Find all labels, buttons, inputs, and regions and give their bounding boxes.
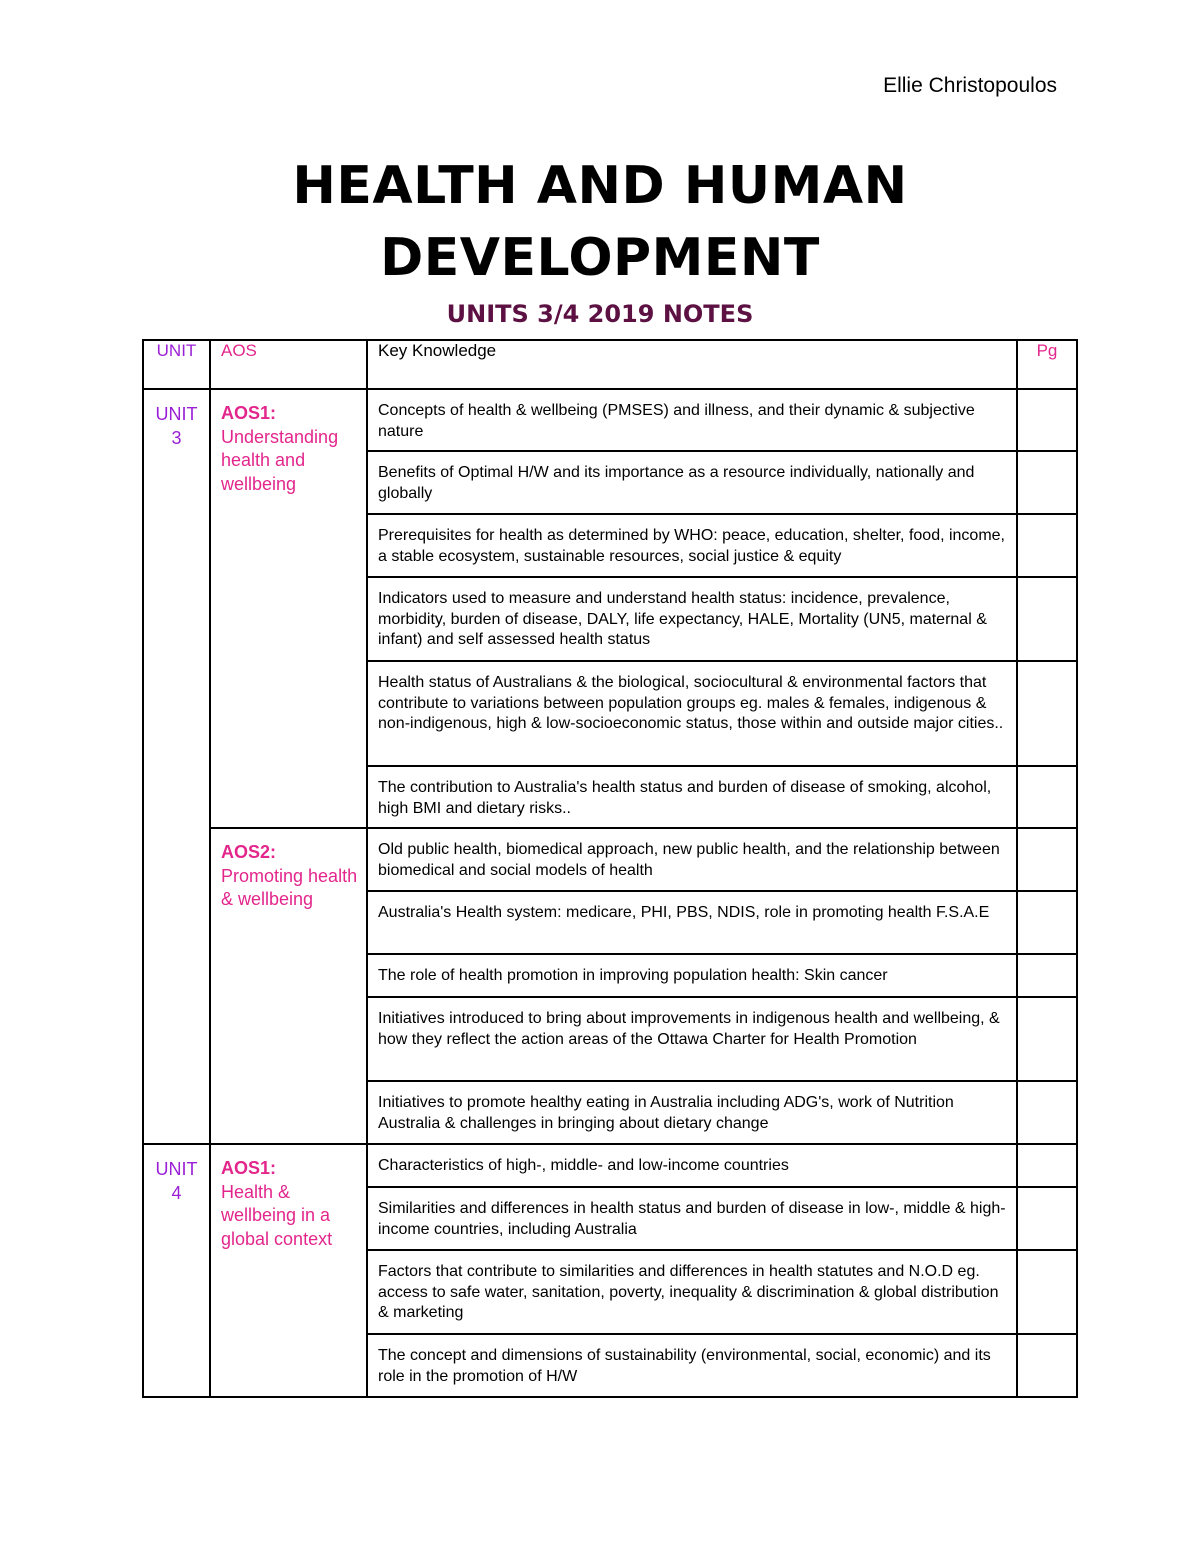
header-key-knowledge: Key Knowledge bbox=[367, 340, 1017, 389]
page-cell bbox=[1017, 954, 1077, 997]
page-cell bbox=[1017, 766, 1077, 828]
page-cell bbox=[1017, 1081, 1077, 1144]
key-knowledge-cell: Initiatives introduced to bring about improvements in indigenous health and wellbeing, & how they reflect the action areas of the Ottawa Charter for Health Promotion bbox=[367, 997, 1017, 1081]
aos-cell bbox=[210, 1144, 367, 1397]
page-cell bbox=[1017, 514, 1077, 577]
header-unit: UNIT bbox=[143, 340, 210, 389]
key-knowledge-cell: Characteristics of high-, middle- and low-income countries bbox=[367, 1144, 1017, 1187]
aos-code: AOS1: bbox=[221, 1158, 277, 1178]
table-row bbox=[143, 828, 1077, 891]
page-cell bbox=[1017, 1334, 1077, 1397]
aos-name: Promoting health & wellbeing bbox=[221, 865, 358, 909]
table-body bbox=[143, 340, 1077, 1397]
key-knowledge-cell: Prerequisites for health as determined by WHO: peace, education, shelter, food, income, a stable ecosystem, sustainable resources, social justice & equity bbox=[367, 514, 1017, 577]
key-knowledge-cell: Health status of Australians & the biological, sociocultural & environmental factors that contribute to variations between population groups eg. males & females, indigenous & non-indigenous, high & low-socioeconomic status, those within and outside major cities.. bbox=[367, 661, 1017, 766]
key-knowledge-cell: Benefits of Optimal H/W and its importance as a resource individually, nationally and globally bbox=[367, 451, 1017, 514]
key-knowledge-cell: The role of health promotion in improving population health: Skin cancer bbox=[367, 954, 1017, 997]
page-cell bbox=[1017, 1144, 1077, 1187]
page-cell bbox=[1017, 891, 1077, 954]
page-cell bbox=[1017, 577, 1077, 661]
table-row bbox=[143, 389, 1077, 451]
title-line-2: DEVELOPMENT bbox=[380, 228, 820, 288]
page-subtitle: UNITS 3/4 2019 NOTES bbox=[446, 300, 754, 328]
unit-cell bbox=[143, 1144, 210, 1397]
page-title bbox=[0, 150, 1200, 294]
page-cell bbox=[1017, 1187, 1077, 1250]
unit-label: UNIT bbox=[155, 404, 198, 424]
title-line-1: HEALTH AND HUMAN bbox=[292, 156, 908, 216]
page-cell bbox=[1017, 661, 1077, 766]
key-knowledge-cell: Factors that contribute to similarities and differences in health statutes and N.O.D eg. access to safe water, sanitation, poverty, inequality & discrimination & global distribution & marketing bbox=[367, 1250, 1017, 1334]
unit-cell bbox=[143, 389, 210, 1144]
aos-name: Understanding health and wellbeing bbox=[221, 426, 339, 494]
aos-name: Health & wellbeing in a global context bbox=[221, 1181, 333, 1249]
unit-number: 4 bbox=[171, 1183, 182, 1203]
page-cell bbox=[1017, 997, 1077, 1081]
key-knowledge-cell: Initiatives to promote healthy eating in Australia including ADG's, work of Nutrition Australia & challenges in bringing about dietary change bbox=[367, 1081, 1017, 1144]
key-knowledge-cell: The contribution to Australia's health status and burden of disease of smoking, alcohol, high BMI and dietary risks.. bbox=[367, 766, 1017, 828]
key-knowledge-cell: Indicators used to measure and understand health status: incidence, prevalence, morbidity, burden of disease, DALY, life expectancy, HALE, Mortality (UN5, maternal & infant) and self assessed health status bbox=[367, 577, 1017, 661]
page-cell bbox=[1017, 451, 1077, 514]
aos-cell bbox=[210, 828, 367, 1144]
study-design-table bbox=[142, 339, 1078, 1398]
header-page: Pg bbox=[1017, 340, 1077, 389]
unit-label: UNIT bbox=[155, 1159, 198, 1179]
table-header-row bbox=[143, 340, 1077, 389]
aos-code: AOS1: bbox=[221, 403, 277, 423]
page-cell bbox=[1017, 1250, 1077, 1334]
unit-number: 3 bbox=[171, 428, 182, 448]
key-knowledge-cell: Old public health, biomedical approach, new public health, and the relationship between biomedical and social models of health bbox=[367, 828, 1017, 891]
aos-code: AOS2: bbox=[221, 842, 277, 862]
key-knowledge-cell: Concepts of health & wellbeing (PMSES) and illness, and their dynamic & subjective nature bbox=[367, 389, 1017, 451]
header-aos: AOS bbox=[210, 340, 367, 389]
page-cell bbox=[1017, 389, 1077, 451]
key-knowledge-cell: Australia's Health system: medicare, PHI, PBS, NDIS, role in promoting health F.S.A.E bbox=[367, 891, 1017, 954]
key-knowledge-cell: The concept and dimensions of sustainability (environmental, social, economic) and its role in the promotion of H/W bbox=[367, 1334, 1017, 1397]
table-row bbox=[143, 1144, 1077, 1187]
key-knowledge-cell: Similarities and differences in health status and burden of disease in low-, middle & high-income countries, including Australia bbox=[367, 1187, 1017, 1250]
page-cell bbox=[1017, 828, 1077, 891]
author-name: Ellie Christopoulos bbox=[883, 74, 1057, 97]
aos-cell bbox=[210, 389, 367, 828]
